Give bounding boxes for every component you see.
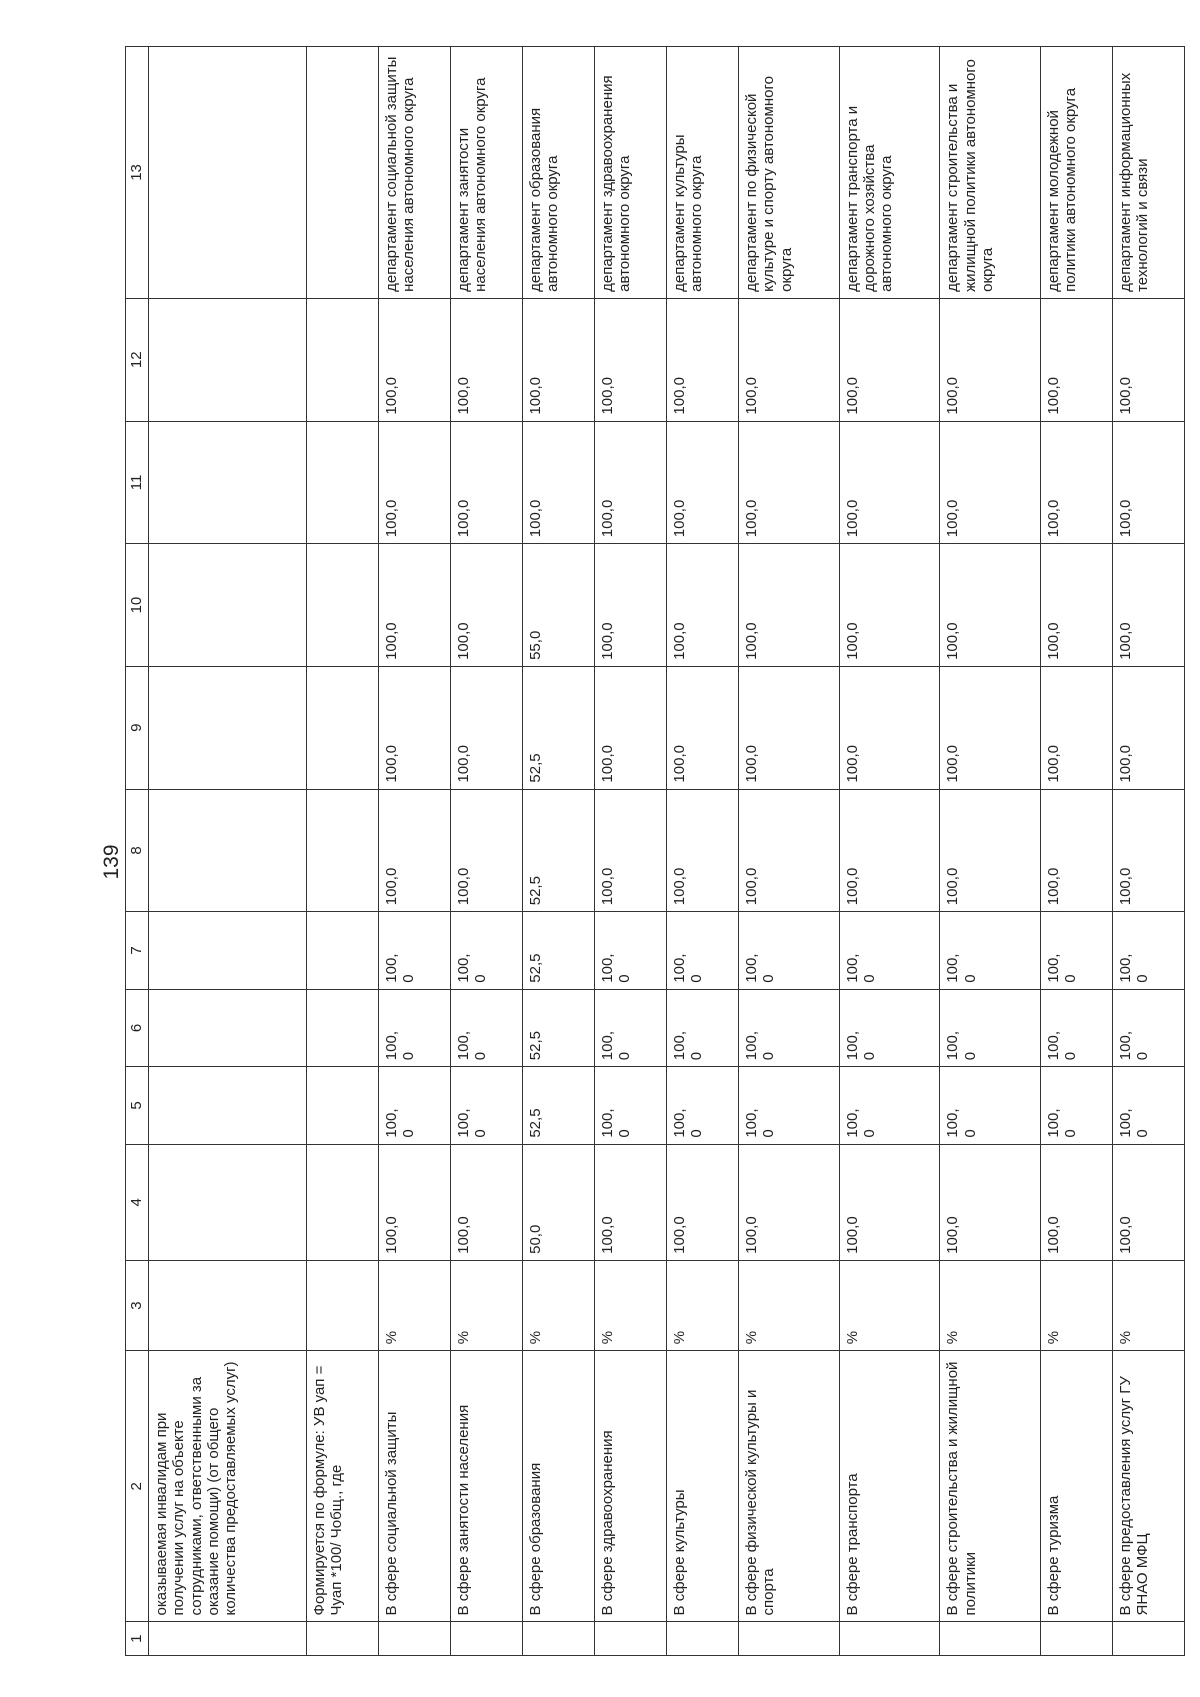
value-cell-col-6: 100, 0: [839, 989, 940, 1066]
empty-cell: [149, 666, 307, 789]
empty-cell: [306, 1260, 378, 1350]
value-cell-col-6: 100, 0: [940, 989, 1041, 1066]
value-cell-col-10: 100,0: [378, 544, 450, 667]
column-number-header: 12: [126, 298, 149, 421]
value-cell-col-10: 100,0: [940, 544, 1041, 667]
table-row: [522, 47, 594, 1656]
value-cell-col-9: 100,0: [739, 666, 840, 789]
value-cell-col-4: 100,0: [1040, 1144, 1112, 1260]
row-number-cell: [594, 1622, 666, 1656]
column-number-header: 6: [126, 989, 149, 1066]
column-number-header: 8: [126, 789, 149, 912]
value-cell-col-12: 100,0: [450, 298, 522, 421]
table-row: [666, 47, 738, 1656]
value-cell-col-7: 100, 0: [940, 912, 1041, 989]
sector-cell: В сфере занятости населения: [450, 1351, 522, 1622]
responsible-department-cell: департамент образования автономного округа: [522, 47, 594, 299]
table-row: [940, 47, 1041, 1656]
column-number-header: 7: [126, 912, 149, 989]
value-cell-col-6: 100, 0: [666, 989, 738, 1066]
value-cell-col-7: 100, 0: [1112, 912, 1184, 989]
empty-cell: [306, 912, 378, 989]
unit-cell: %: [839, 1260, 940, 1350]
value-cell-col-6: 100, 0: [450, 989, 522, 1066]
value-cell-col-5: 100, 0: [594, 1067, 666, 1144]
responsible-department-cell: департамент занятости населения автономного округа: [450, 47, 522, 299]
row-number-cell: [450, 1622, 522, 1656]
value-cell-col-11: 100,0: [450, 421, 522, 544]
value-cell-col-4: 100,0: [940, 1144, 1041, 1260]
column-number-header: 4: [126, 1144, 149, 1260]
sector-cell: В сфере транспорта: [839, 1351, 940, 1622]
unit-cell: %: [1112, 1260, 1184, 1350]
value-cell-col-7: 100, 0: [739, 912, 840, 989]
intro-row: [149, 47, 307, 1656]
value-cell-col-7: 100, 0: [666, 912, 738, 989]
empty-cell: [306, 1144, 378, 1260]
empty-cell: [149, 1622, 307, 1656]
value-cell-col-11: 100,0: [940, 421, 1041, 544]
unit-cell: %: [378, 1260, 450, 1350]
empty-cell: [149, 47, 307, 299]
value-cell-col-9: 100,0: [1112, 666, 1184, 789]
sector-cell: В сфере физической культуры и спорта: [739, 1351, 840, 1622]
value-cell-col-7: 52,5: [522, 912, 594, 989]
responsible-department-cell: департамент социальной защиты населения автономного округа: [378, 47, 450, 299]
value-cell-col-7: 100, 0: [594, 912, 666, 989]
unit-cell: %: [940, 1260, 1041, 1350]
row-number-cell: [666, 1622, 738, 1656]
value-cell-col-4: 100,0: [594, 1144, 666, 1260]
responsible-department-cell: департамент транспорта и дорожного хозяйства автономного округа: [839, 47, 940, 299]
empty-cell: [149, 1260, 307, 1350]
page-number: 139: [100, 844, 123, 880]
value-cell-col-11: 100,0: [1040, 421, 1112, 544]
row-number-cell: [522, 1622, 594, 1656]
empty-cell: [149, 989, 307, 1066]
table-body: [149, 47, 1185, 1656]
empty-cell: [306, 421, 378, 544]
value-cell-col-10: 100,0: [666, 544, 738, 667]
value-cell-col-5: 100, 0: [450, 1067, 522, 1144]
value-cell-col-12: 100,0: [522, 298, 594, 421]
value-cell-col-11: 100,0: [739, 421, 840, 544]
empty-cell: [306, 989, 378, 1066]
row-number-cell: [1112, 1622, 1184, 1656]
value-cell-col-8: 100,0: [666, 789, 738, 912]
value-cell-col-12: 100,0: [1040, 298, 1112, 421]
value-cell-col-11: 100,0: [594, 421, 666, 544]
value-cell-col-4: 100,0: [450, 1144, 522, 1260]
value-cell-col-9: 100,0: [378, 666, 450, 789]
value-cell-col-8: 100,0: [594, 789, 666, 912]
value-cell-col-6: 100, 0: [739, 989, 840, 1066]
value-cell-col-9: 100,0: [666, 666, 738, 789]
value-cell-col-4: 50,0: [522, 1144, 594, 1260]
unit-cell: %: [450, 1260, 522, 1350]
value-cell-col-7: 100, 0: [839, 912, 940, 989]
value-cell-col-6: 100, 0: [1112, 989, 1184, 1066]
value-cell-col-9: 100,0: [1040, 666, 1112, 789]
value-cell-col-10: 100,0: [1040, 544, 1112, 667]
value-cell-col-12: 100,0: [839, 298, 940, 421]
table-row: [594, 47, 666, 1656]
value-cell-col-11: 100,0: [522, 421, 594, 544]
value-cell-col-9: 100,0: [450, 666, 522, 789]
value-cell-col-10: 100,0: [739, 544, 840, 667]
value-cell-col-9: 52,5: [522, 666, 594, 789]
empty-cell: [149, 789, 307, 912]
row-number-cell: [1040, 1622, 1112, 1656]
value-cell-col-9: 100,0: [594, 666, 666, 789]
responsible-department-cell: департамент молодежной политики автономного округа: [1040, 47, 1112, 299]
empty-cell: [306, 47, 378, 299]
value-cell-col-4: 100,0: [666, 1144, 738, 1260]
unit-cell: %: [739, 1260, 840, 1350]
value-cell-col-8: 52,5: [522, 789, 594, 912]
empty-cell: [306, 298, 378, 421]
value-cell-col-10: 55,0: [522, 544, 594, 667]
sector-cell: В сфере социальной защиты: [378, 1351, 450, 1622]
responsible-department-cell: департамент культуры автономного округа: [666, 47, 738, 299]
empty-cell: [149, 421, 307, 544]
value-cell-col-9: 100,0: [940, 666, 1041, 789]
value-cell-col-10: 100,0: [450, 544, 522, 667]
value-cell-col-12: 100,0: [940, 298, 1041, 421]
column-number-header: 2: [126, 1351, 149, 1622]
value-cell-col-12: 100,0: [666, 298, 738, 421]
value-cell-col-8: 100,0: [1112, 789, 1184, 912]
value-cell-col-5: 100, 0: [1112, 1067, 1184, 1144]
value-cell-col-12: 100,0: [739, 298, 840, 421]
row-number-cell: [739, 1622, 840, 1656]
table-row: [839, 47, 940, 1656]
responsible-department-cell: департамент информационных технологий и связи: [1112, 47, 1184, 299]
responsible-department-cell: департамент строительства и жилищной политики автономного округа: [940, 47, 1041, 299]
value-cell-col-5: 100, 0: [378, 1067, 450, 1144]
unit-cell: %: [666, 1260, 738, 1350]
indicator-description-cell: оказываемая инвалидам при получении услуг на объекте сотрудниками, ответственными за оказание помощи) (от общего количества предоставляемых услуг): [149, 1351, 307, 1622]
value-cell-col-12: 100,0: [1112, 298, 1184, 421]
empty-cell: [306, 1622, 378, 1656]
empty-cell: [149, 298, 307, 421]
value-cell-col-5: 52,5: [522, 1067, 594, 1144]
value-cell-col-10: 100,0: [1112, 544, 1184, 667]
indicator-table: [125, 46, 1185, 1656]
value-cell-col-4: 100,0: [378, 1144, 450, 1260]
empty-cell: [149, 544, 307, 667]
value-cell-col-6: 100, 0: [1040, 989, 1112, 1066]
value-cell-col-8: 100,0: [1040, 789, 1112, 912]
column-number-header: 13: [126, 47, 149, 299]
column-number-header: 1: [126, 1622, 149, 1656]
column-number-header: 9: [126, 666, 149, 789]
value-cell-col-4: 100,0: [739, 1144, 840, 1260]
empty-cell: [306, 1067, 378, 1144]
value-cell-col-5: 100, 0: [940, 1067, 1041, 1144]
indicator-description-cell: Формируется по формуле: УВ уап = Чуап *100/ Чобщ., где: [306, 1351, 378, 1622]
sector-cell: В сфере строительства и жилищной политики: [940, 1351, 1041, 1622]
value-cell-col-7: 100, 0: [1040, 912, 1112, 989]
unit-cell: %: [594, 1260, 666, 1350]
value-cell-col-11: 100,0: [839, 421, 940, 544]
value-cell-col-7: 100, 0: [378, 912, 450, 989]
table-row: [450, 47, 522, 1656]
value-cell-col-8: 100,0: [940, 789, 1041, 912]
value-cell-col-8: 100,0: [739, 789, 840, 912]
value-cell-col-8: 100,0: [450, 789, 522, 912]
sector-cell: В сфере туризма: [1040, 1351, 1112, 1622]
empty-cell: [306, 666, 378, 789]
sector-cell: В сфере культуры: [666, 1351, 738, 1622]
empty-cell: [306, 544, 378, 667]
value-cell-col-10: 100,0: [839, 544, 940, 667]
empty-cell: [149, 1144, 307, 1260]
empty-cell: [149, 1067, 307, 1144]
unit-cell: %: [1040, 1260, 1112, 1350]
value-cell-col-10: 100,0: [594, 544, 666, 667]
table-row: [1040, 47, 1112, 1656]
value-cell-col-6: 100, 0: [594, 989, 666, 1066]
value-cell-col-4: 100,0: [839, 1144, 940, 1260]
value-cell-col-5: 100, 0: [739, 1067, 840, 1144]
value-cell-col-11: 100,0: [1112, 421, 1184, 544]
value-cell-col-5: 100, 0: [1040, 1067, 1112, 1144]
unit-cell: %: [522, 1260, 594, 1350]
value-cell-col-11: 100,0: [378, 421, 450, 544]
value-cell-col-9: 100,0: [839, 666, 940, 789]
column-number-header: 5: [126, 1067, 149, 1144]
value-cell-col-6: 100, 0: [378, 989, 450, 1066]
sector-cell: В сфере образования: [522, 1351, 594, 1622]
sector-cell: В сфере здравоохранения: [594, 1351, 666, 1622]
value-cell-col-5: 100, 0: [666, 1067, 738, 1144]
value-cell-col-12: 100,0: [594, 298, 666, 421]
row-number-cell: [839, 1622, 940, 1656]
intro-row: [306, 47, 378, 1656]
table-row: [378, 47, 450, 1656]
column-number-header: 3: [126, 1260, 149, 1350]
value-cell-col-5: 100, 0: [839, 1067, 940, 1144]
value-cell-col-8: 100,0: [378, 789, 450, 912]
value-cell-col-4: 100,0: [1112, 1144, 1184, 1260]
value-cell-col-7: 100, 0: [450, 912, 522, 989]
table-row: [1112, 47, 1184, 1656]
value-cell-col-8: 100,0: [839, 789, 940, 912]
empty-cell: [306, 789, 378, 912]
value-cell-col-6: 52,5: [522, 989, 594, 1066]
sector-cell: В сфере предоставления услуг ГУ ЯНАО МФЦ: [1112, 1351, 1184, 1622]
empty-cell: [149, 912, 307, 989]
row-number-cell: [378, 1622, 450, 1656]
row-number-cell: [940, 1622, 1041, 1656]
column-number-header: 11: [126, 421, 149, 544]
responsible-department-cell: департамент по физической культуре и спорту автономного округа: [739, 47, 840, 299]
table-row: [739, 47, 840, 1656]
value-cell-col-11: 100,0: [666, 421, 738, 544]
column-number-header: 10: [126, 544, 149, 667]
value-cell-col-12: 100,0: [378, 298, 450, 421]
table-container: [125, 46, 1185, 1656]
responsible-department-cell: департамент здравоохранения автономного округа: [594, 47, 666, 299]
column-number-row: [126, 47, 149, 1656]
